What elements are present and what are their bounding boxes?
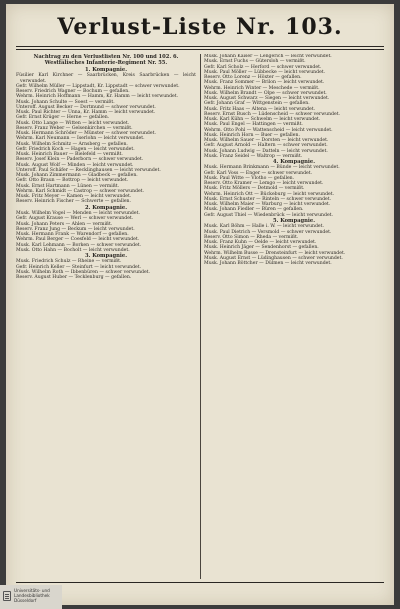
list-item: Reserv. Franz Weber — Gelsenkirchen — vermißt. [16, 125, 133, 131]
list-item: Wehrm. Wilhelm Busse — Drensteinfurt — leicht verwundet. [204, 250, 346, 256]
list-item: Musk. Paul Möller — Lübbecke — leicht verwundet. [204, 69, 326, 75]
list-item: Füsilier Karl Kirchner — Saarbrücken, Kreis Saarbrücken — leicht verwundet. [16, 73, 196, 84]
list-item: Musk. Hermann Schröder — Münster — schwer verwundet. [16, 131, 156, 137]
title-rule [16, 46, 384, 47]
title-rule-thin [16, 49, 384, 50]
list-item: Musk. Johann Fiedler — Büren — gefallen. [204, 207, 304, 213]
list-item: Musk. Paul Witte — Vlotho — gefallen. [204, 175, 295, 181]
list-item: Wehrm. Karl Neumann — Iserlohn — leicht verwundet. [16, 136, 145, 142]
list-item: Gefr. August Thiel — Wiedenbrück — leicht verwundet. [204, 212, 333, 218]
stamp-line: Universitäts- und [14, 588, 50, 593]
list-item: Musk. Hermann Brinkmann — Bünde — leicht verwundet. [204, 165, 340, 171]
list-item: Gefr. August Arnold — Haltern — schwer verwundet. [204, 143, 328, 149]
right-column [204, 54, 384, 581]
list-item: Musk. Otto Lange — Witten — leicht verwundet. [16, 120, 130, 126]
entry-list [204, 165, 384, 218]
list-item: Wehrm. Heinrich Hoffmann — Hamm, Kr. Hamm — leicht verwundet. [16, 94, 179, 100]
list-item: Musk. Fritz Haas — Altena — leicht verwundet. [204, 106, 316, 112]
list-item: Musk. Friedrich Schulz — Rheine — vermißt. [16, 259, 122, 265]
section-heading: 1. Kompagnie. [84, 67, 128, 73]
list-item: Musk. Wilhelm Brandt — Olpe — schwer verwundet. [204, 90, 327, 96]
list-item: Musk. Wilhelm Schmitz — Arnsberg — gefallen. [16, 141, 128, 147]
list-item: Musk. Paul Engel — Hattingen — vermißt. [204, 122, 303, 128]
list-item: Musk. Hermann Frank — Warendorf — gefallen. [16, 232, 129, 238]
column-divider [200, 54, 201, 579]
list-item: Gefr. Heinrich Keller — Steinfurt — leicht verwundet. [16, 264, 142, 270]
list-item: Reserv. Friedrich Wagner — Bochum — gefallen. [16, 89, 130, 95]
list-item: Musk. Johann Zimmermann — Gladbeck — gefallen. [16, 173, 138, 179]
list-item: Musk. Fritz Meyer — Kamen — leicht verwundet. [16, 194, 132, 200]
list-item: Musk. Heinrich Horn — Buer — gefallen. [204, 132, 300, 138]
list-item: Reserv. Otto Simon — Rheda — vermißt. [204, 234, 299, 240]
list-item: Musk. August Wolf — Minden — leicht verwundet. [16, 162, 134, 168]
footer-rule [16, 582, 384, 583]
page-title: Verlust-Liste Nr. 103. [57, 14, 343, 40]
list-item: Musk. Heinrich Bauer — Bielefeld — vermißt. [16, 152, 123, 158]
list-item: Reserv. Heinrich Fischer — Schwerte — gefallen. [16, 199, 131, 205]
left-column [16, 54, 196, 581]
list-item: Musk. Johann Schulte — Soest — vermißt. [16, 99, 115, 105]
list-item: Musk. Franz Kuhn — Oelde — leicht verwundet. [204, 240, 317, 246]
list-item: Musk. Karl Böhm — Halle i. W. — leicht verwundet. [204, 224, 324, 230]
list-item: Unteroff. Paul Schäfer — Recklinghausen — leicht verwundet. [16, 167, 161, 173]
list-item: Reserv. Ernst Busch — Lüdenscheid — schwer verwundet. [204, 111, 341, 117]
list-item: Musk. Karl Lehmann — Borken — schwer verwundet. [16, 242, 142, 248]
newspaper-page [6, 4, 394, 605]
list-item: Gefr. Karl Scholz — Herford — schwer verwundet. [204, 64, 322, 70]
section-heading: 4. Kompagnie. [272, 159, 316, 165]
list-item: Musk. Johann Böttcher — Dülmen — leicht verwundet. [204, 261, 332, 267]
library-stamp [0, 585, 62, 609]
list-item: Musk. August Schwarz — Siegen — leicht verwundet. [204, 96, 330, 101]
list-item: Musk. Ernst Hartmann — Lünen — vermißt. [16, 183, 120, 189]
list-item: Musk. Fritz Möllers — Detmold — vermißt. [204, 186, 305, 192]
list-item: Wehrm. Karl Schmidt — Castrop — schwer verwundet. [16, 188, 144, 194]
list-item: Musk. Franz Seidel — Waltrop — vermißt. [204, 153, 303, 159]
list-item: Musk. Wilhelm Sauer — Dorsten — leicht verwundet. [204, 138, 329, 143]
list-item: Musk. Ernst Schuster — Rinteln — schwer verwundet. [204, 196, 332, 202]
list-item: Musk. Wilhelm Maier — Warburg — leicht verwundet. [204, 202, 331, 208]
list-item: Gefr. Karl Voss — Enger — schwer verwundet. [204, 170, 313, 176]
entry-list [16, 211, 196, 253]
list-item: Wehrm. Paul Berger — Coesfeld — leicht verwundet. [16, 237, 140, 243]
list-item: Musk. Wilhelm Vogel — Menden — leicht verwundet. [16, 211, 140, 217]
list-item: Reserv. Otto Kramer — Lemgo — leicht verwundet. [204, 181, 324, 187]
list-item: Wehrm. Otto Pohl — Wattenscheid — leicht verwundet. [204, 127, 333, 133]
list-item: Musk. Heinrich Jäger — Sendenhorst — gefallen. [204, 245, 319, 251]
section-heading: 2. Kompagnie. [84, 204, 128, 211]
list-item: Reserv. Franz Jung — Beckum — leicht verwundet. [16, 226, 135, 232]
entry-list [204, 224, 384, 266]
list-item: Reserv. Otto Lorenz — Höxter — gefallen. [204, 75, 302, 80]
list-item: Musk. Karl Kühn — Schwelm — leicht verwundet. [204, 117, 321, 122]
list-item: Musk. Franz Sommer — Brilon — leicht verwundet. [204, 80, 325, 86]
list-item: Musk. Otto Hahn — Bocholt — leicht verwundet. [16, 247, 130, 253]
list-item: Musk. Johann Peters — Ahlen — vermißt. [16, 221, 113, 227]
entry-list [16, 259, 196, 280]
list-item: Musk. Paul Richter — Unna, Kr. Hamm — leicht verwundet. [16, 110, 156, 116]
list-item: Musk. Ernst Fuchs — Gütersloh — vermißt. [204, 59, 306, 65]
list-item: Musk. Paul Dietrich — Versmold — schwer verwundet. [204, 229, 332, 235]
list-item: Wehrm. Heinrich Ott — Bückeburg — leicht verwundet. [204, 191, 335, 197]
library-logo-icon [3, 591, 11, 601]
section-heading: 5. Kompagnie. [272, 217, 316, 224]
list-item: Gefr. Otto Braun — Bottrop — leicht verwundet. [16, 178, 129, 184]
list-item: Reserv. August Huber — Tecklenburg — gefallen. [16, 275, 132, 281]
list-item: Gefr. August Krause — Werl — schwer verwundet. [16, 216, 134, 222]
intro-heading: Nachtrag zu den Verlustlisten Nr. 100 und 102. 6. Westfälisches Infanterie-Regiment Nr. 55. [33, 54, 179, 66]
list-item: Reserv. Josef Klein — Paderborn — schwer verwundet. [16, 157, 144, 163]
list-item: Gefr. Friedrich Koch — Hagen — leicht verwundet. [16, 146, 135, 152]
list-item: Musk. Wilhelm Roth — Ibbenbüren — schwer verwundet. [16, 269, 150, 275]
entry-list [204, 54, 384, 159]
list-item: Gefr. Ernst Krüger — Herne — gefallen. [16, 115, 110, 121]
stamp-line: Landesbibliothek Düsseldorf [14, 593, 50, 603]
list-item: Musk. Johann Ludwig — Datteln — leicht verwundet. [204, 148, 328, 154]
list-item: Gefr. Johann Graf — Wittgenstein — gefallen. [204, 101, 310, 107]
list-item: Unteroff. August Becker — Dortmund — schwer verwundet. [16, 104, 156, 110]
section-heading: 3. Kompagnie. [84, 253, 128, 260]
list-item: Musk. August Ernst — Lüdinghausen — schwer verwundet. [204, 255, 343, 261]
list-item: Wehrm. Heinrich Winter — Meschede — vermißt. [204, 85, 320, 91]
entry-list [16, 73, 196, 204]
list-item: Musk. Johann Kaiser — Lengerich — leicht verwundet. [204, 54, 332, 59]
list-item: Gefr. Wilhelm Müller — Lippstadt, Kr. Lippstadt — schwer verwundet. [16, 83, 180, 89]
